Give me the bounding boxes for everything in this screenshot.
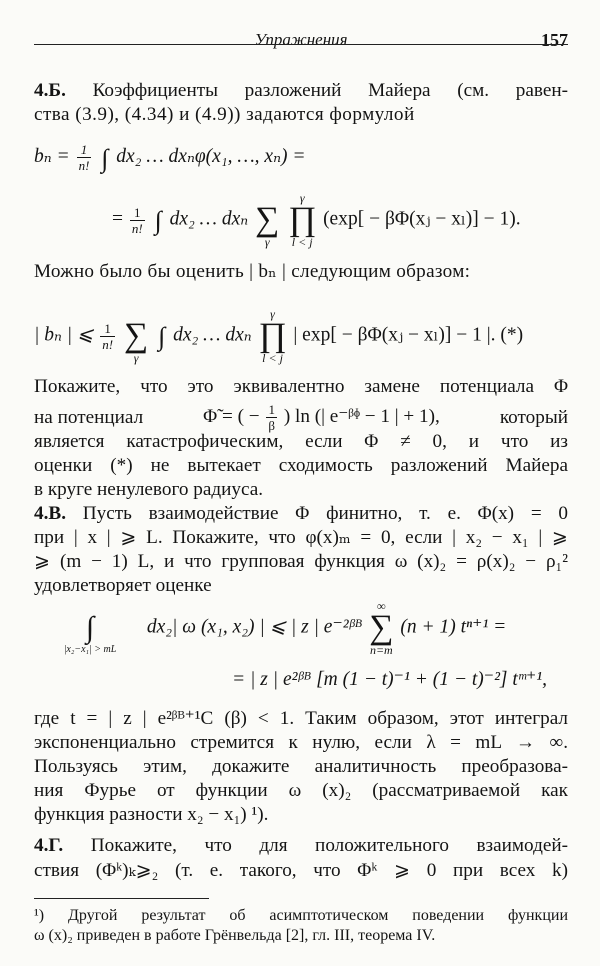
- fraction-denominator: β: [268, 418, 276, 433]
- page-header: [34, 14, 568, 50]
- paragraph-5-line-1: где t = | z | e²ᵝᴮ⁺¹C (β) < 1. Таким образом, этот интеграл: [34, 708, 568, 729]
- formula-integrand: dx₂ … dxₙφ(x₁, …, xₙ) =: [116, 145, 306, 167]
- paragraph-3-line-2: [34, 402, 568, 433]
- paragraph-4g-line-1: [34, 834, 568, 858]
- paragraph-4v-line-4: удовлетворяет оценке: [34, 575, 212, 596]
- sum-limit: γ: [133, 351, 139, 365]
- sum-lower-limit: n=m: [369, 643, 393, 657]
- footnote-line-1: ¹) Другой результат об асимптотическом поведении функции: [34, 907, 568, 924]
- paragraph-3-line-5: в круге ненулевого радиуса.: [34, 479, 264, 500]
- paragraph-4b-line-1: [34, 79, 568, 103]
- paragraph-estimate-line: Можно было бы оценить | bₙ | следующим образом:: [34, 261, 471, 282]
- text-span: на потенциал: [34, 406, 144, 428]
- product-sign: ∏: [258, 317, 287, 354]
- paragraph-3-line-1: Покажите, что это эквивалентно замене потенциала Φ: [34, 376, 568, 397]
- exercise-label-4v: 4.В.: [34, 503, 66, 524]
- paragraph-4v-line-3: ⩾ (m − 1) L, и что групповая функция ω (x)₂ = ρ(x)₂ − ρ₁²: [34, 551, 568, 572]
- sum-sign: ∑: [255, 201, 280, 238]
- fraction-denominator: n!: [102, 336, 114, 352]
- equation-3-line-1: [38, 600, 506, 656]
- equation-1-line-1: [34, 142, 306, 173]
- formula-integrand: dx₂ … dxₙ: [169, 208, 249, 230]
- fraction-numerator: 1: [77, 142, 92, 158]
- product-lower-limit: l < j: [262, 351, 283, 365]
- footnote-rule: [34, 898, 209, 899]
- paragraph-5-line-5: функция разности x₂ − x₁) ¹).: [34, 804, 269, 825]
- formula-equals: =: [112, 208, 123, 230]
- paragraph-5-line-2: экспоненциально стремится к нулю, если λ = mL → ∞.: [34, 732, 568, 753]
- paragraph-4g-line-2: ствия (Φᵏ)ₖ⩾₂ (т. е. такого, что Φᵏ ⩾ 0 при всех k): [34, 860, 568, 881]
- fraction-denominator: n!: [131, 220, 143, 236]
- paragraph-5-line-3: Пользуясь этим, докажите аналитичность преобразова-: [34, 756, 568, 777]
- fraction-numerator: 1: [266, 402, 277, 418]
- integral-limit: |x₂−x₁| > mL: [63, 644, 117, 655]
- equation-3-line-2: = | z | e²ᵝᴮ [m (1 − t)⁻¹ + (1 − t)⁻²] tᵐ⁺¹,: [232, 669, 547, 690]
- sum-operator: [124, 308, 148, 364]
- text-span: который: [499, 406, 568, 428]
- integral-operator: [40, 600, 140, 656]
- formula-part: Φ̃ = ( −: [203, 405, 260, 427]
- fraction-numerator: 1: [100, 321, 115, 337]
- paragraph-4b-line-2: ства (3.9), (4.34) и (4.9)) задаются формулой: [34, 104, 415, 125]
- sum-sign: ∑: [369, 609, 394, 646]
- fraction: [266, 402, 277, 433]
- fraction: [100, 321, 115, 352]
- paragraph-4v-line-1: [34, 502, 568, 526]
- fraction: [77, 142, 92, 173]
- integral-sign: ∫: [154, 206, 162, 236]
- sum-operator: [369, 600, 393, 656]
- product-upper-limit: γ: [299, 191, 305, 205]
- formula-lhs: | bₙ | ⩽: [34, 324, 94, 346]
- fraction-denominator: n!: [78, 158, 90, 173]
- sum-limit: γ: [264, 235, 270, 249]
- integral-sign: ∫: [158, 322, 166, 352]
- formula-integrand: dx₂ … dxₙ: [173, 324, 252, 346]
- product-operator: [259, 308, 287, 364]
- integral-sign: ∫: [101, 143, 109, 173]
- potential-formula: [203, 402, 440, 433]
- sum-upper-limit: ∞: [377, 599, 386, 613]
- exercise-label-4b: 4.Б.: [34, 80, 66, 101]
- formula-tail: (exp[ − βΦ(xⱼ − xₗ)] − 1).: [323, 208, 521, 230]
- footnote-line-2: ω (x)₂ приведен в работе Грёнвельда [2], гл. III, теорема IV.: [34, 927, 436, 944]
- formula-lhs: bₙ =: [34, 145, 70, 167]
- paragraph-5-line-4: ния Фурье от функции ω (x)₂ (рассматриваемой как: [34, 780, 568, 801]
- paragraph-4v-line-2: при | x | ⩾ L. Покажите, что φ(x)ₘ = 0, если | x₂ − x₁ | ⩾: [34, 527, 568, 548]
- product-sign: ∏: [288, 201, 317, 238]
- sum-sign: ∑: [123, 317, 149, 354]
- product-operator: [288, 192, 316, 248]
- sum-operator: [255, 192, 279, 248]
- formula-part: ) ln (| e⁻ᵝᶲ − 1 | + 1),: [283, 405, 440, 427]
- equation-2: [34, 308, 523, 364]
- text-span: Пусть взаимодействие Φ финитно, т. е. Φ(x) = 0: [82, 503, 568, 524]
- product-lower-limit: l < j: [291, 235, 313, 249]
- paragraph-3-line-3: является катастрофическим, если Φ ≠ 0, и что из: [34, 431, 568, 452]
- page-number: 157: [541, 30, 568, 50]
- product-upper-limit: γ: [270, 307, 275, 321]
- equation-1-line-2: [112, 192, 521, 248]
- running-title: Упражнения: [254, 30, 348, 49]
- paragraph-3-line-4: оценки (*) не вытекает сходимость разложений Майера: [34, 455, 568, 476]
- fraction: [130, 205, 145, 236]
- formula-integrand: dx₂| ω (x₁, x₂) | ⩽ | z | e⁻²ᵝᴮ: [146, 616, 363, 638]
- header-rule: [34, 44, 568, 45]
- formula-tail: (n + 1) tⁿ⁺¹ =: [400, 616, 507, 638]
- text-span: Покажите, что для положительного взаимодей-: [90, 835, 569, 856]
- fraction-numerator: 1: [130, 205, 145, 221]
- exercise-label-4g: 4.Г.: [34, 835, 64, 856]
- integral-sign: ∫: [85, 611, 95, 644]
- formula-tail: | exp[ − βΦ(xⱼ − xₗ)] − 1 |. (*): [293, 324, 524, 346]
- text-span: Коэффициенты разложений Майера (см. равен-: [92, 80, 569, 101]
